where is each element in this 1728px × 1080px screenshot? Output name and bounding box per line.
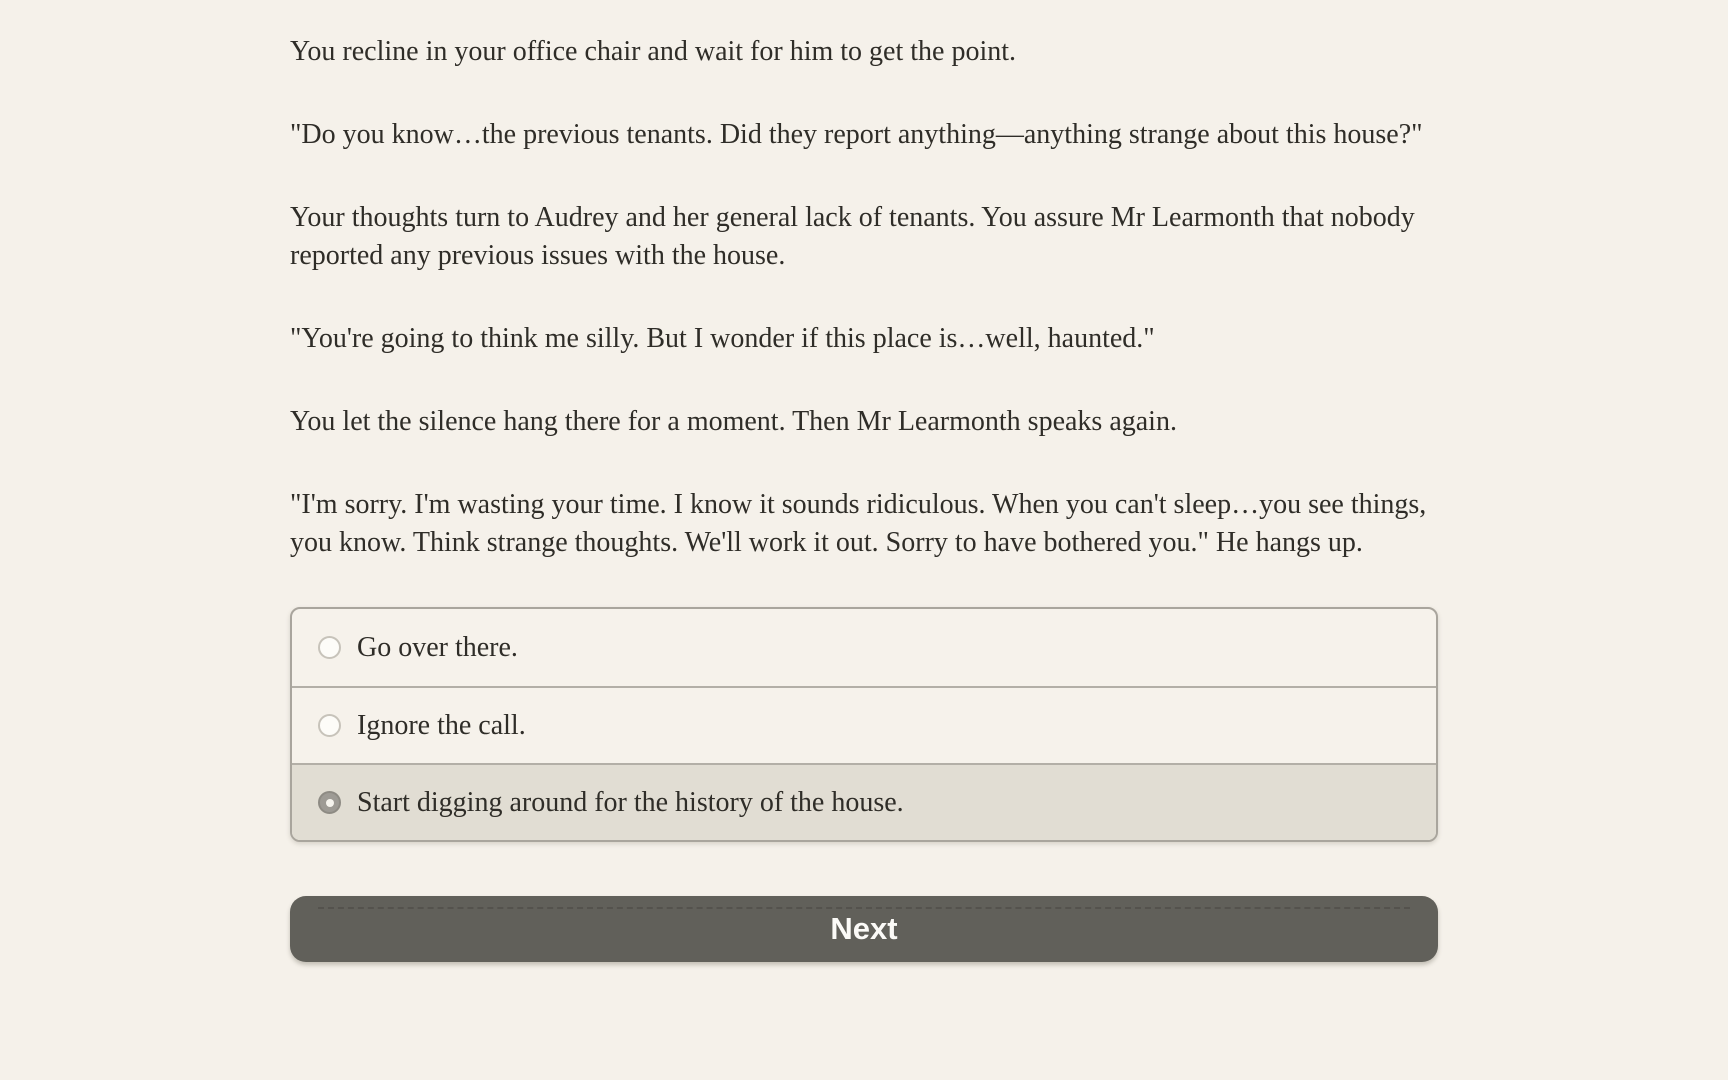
choice-option[interactable] [292, 686, 1436, 763]
story-paragraph: "Do you know…the previous tenants. Did they report anything—anything strange about this house?" [290, 119, 1423, 150]
story-text [290, 33, 1438, 562]
story-page [290, 0, 1438, 962]
choice-option-label: Ignore the call. [357, 709, 526, 741]
choice-option-label: Go over there. [357, 631, 518, 663]
story-paragraph: "You're going to think me silly. But I wonder if this place is…well, haunted." [290, 323, 1155, 354]
radio-button[interactable] [318, 714, 341, 737]
radio-button[interactable] [318, 636, 341, 659]
choice-option[interactable] [292, 763, 1436, 840]
story-paragraph: Your thoughts turn to Audrey and her general lack of tenants. You assure Mr Learmonth that nobody reported any previous issues with the house. [290, 202, 1415, 271]
story-paragraph: "I'm sorry. I'm wasting your time. I know it sounds ridiculous. When you can't sleep…you see things, you know. Think strange thoughts. We'll work it out. Sorry to have bothered you." He hangs up. [290, 489, 1427, 558]
choice-list [290, 607, 1438, 842]
choice-option-label: Start digging around for the history of the house. [357, 786, 904, 818]
radio-button[interactable] [318, 791, 341, 814]
story-paragraph: You let the silence hang there for a moment. Then Mr Learmonth speaks again. [290, 406, 1177, 437]
story-paragraph: You recline in your office chair and wait for him to get the point. [290, 36, 1017, 67]
choice-option[interactable] [292, 609, 1436, 686]
next-button[interactable]: Next [290, 896, 1438, 962]
